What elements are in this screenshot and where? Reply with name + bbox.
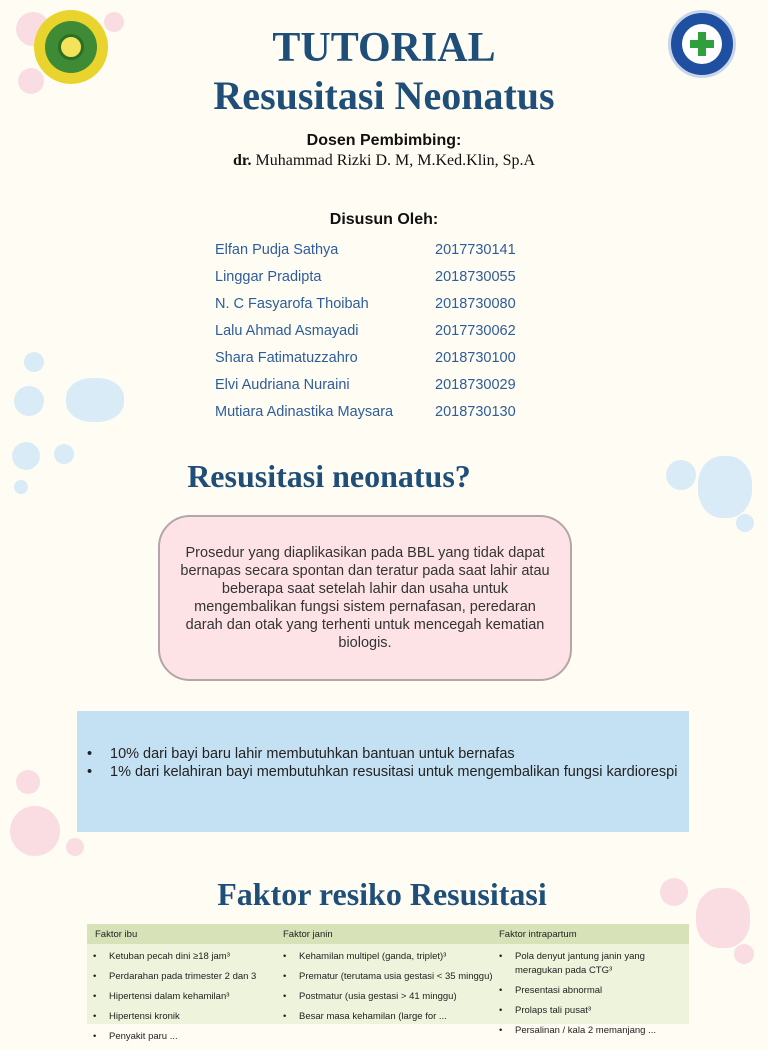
bullet-icon: • xyxy=(499,1025,503,1036)
risk-item: Persalinan / kala 2 memanjang ... xyxy=(515,1025,656,1036)
bullet-icon: • xyxy=(499,1005,503,1016)
list-item xyxy=(87,950,277,964)
member-list xyxy=(215,236,555,425)
member-id: 2018730029 xyxy=(435,376,516,393)
list-item xyxy=(87,1010,277,1024)
risk-item: Hipertensi kronik xyxy=(109,1011,180,1022)
statistics-box xyxy=(77,711,689,832)
risk-factor-table xyxy=(87,924,689,1042)
bullet-icon: • xyxy=(93,1031,97,1042)
column-header: Faktor ibu xyxy=(95,929,138,940)
section-heading-definition: Resusitasi neonatus? xyxy=(187,458,471,494)
list-item xyxy=(493,1024,689,1038)
list-item xyxy=(493,1004,689,1018)
bullet-icon: • xyxy=(87,764,93,780)
bullet-icon: • xyxy=(283,951,287,962)
member-row xyxy=(215,317,555,344)
decor-blob xyxy=(16,770,40,794)
member-name: Lalu Ahmad Asmayadi xyxy=(215,322,359,339)
stat-text: 1% dari kelahiran bayi membutuhkan resusitasi untuk mengembalikan fungsi kardiorespi xyxy=(110,764,678,780)
bullet-icon: • xyxy=(87,746,93,762)
stat-text: 10% dari bayi baru lahir membutuhkan bantuan untuk bernafas xyxy=(110,746,515,762)
member-row xyxy=(215,236,555,263)
risk-item: Perdarahan pada trimester 2 dan 3 xyxy=(109,971,257,982)
decor-blob xyxy=(10,806,60,856)
member-id: 2017730062 xyxy=(435,322,516,339)
list-item xyxy=(493,950,689,978)
risk-item: Postmatur (usia gestasi > 41 minggu) xyxy=(299,991,457,1002)
table-column-ibu xyxy=(87,950,277,1050)
bullet-icon: • xyxy=(93,991,97,1002)
risk-item: Pola denyut jantung janin yang meragukan pada CTG³ xyxy=(515,951,645,976)
member-id: 2018730100 xyxy=(435,349,516,366)
member-name: Elfan Pudja Sathya xyxy=(215,241,339,258)
member-row xyxy=(215,371,555,398)
section-heading-risk-factors: Faktor resiko Resusitasi xyxy=(217,876,547,912)
list-item xyxy=(87,1030,277,1044)
member-name: N. C Fasyarofa Thoibah xyxy=(215,295,369,312)
bullet-icon: • xyxy=(93,1011,97,1022)
column-header: Faktor janin xyxy=(283,929,333,940)
list-item xyxy=(87,970,277,984)
member-id: 2017730141 xyxy=(435,241,516,258)
bullet-icon: • xyxy=(499,985,503,996)
bullet-icon: • xyxy=(499,951,503,962)
risk-item: Besar masa kehamilan (large for ... xyxy=(299,1011,447,1022)
list-item xyxy=(277,990,495,1004)
definition-box xyxy=(158,515,572,681)
risk-item: Presentasi abnormal xyxy=(515,985,603,996)
bullet-icon: • xyxy=(283,1011,287,1022)
member-name: Shara Fatimatuzzahro xyxy=(215,349,358,366)
dosen-label: Dosen Pembimbing: xyxy=(306,132,462,149)
decor-blob xyxy=(14,386,44,416)
member-row xyxy=(215,398,555,425)
member-id: 2018730055 xyxy=(435,268,516,285)
disusun-label: Disusun Oleh: xyxy=(329,211,439,228)
list-item xyxy=(493,984,689,998)
stat-item xyxy=(87,763,679,781)
table-column-janin xyxy=(277,950,495,1030)
stat-item xyxy=(87,745,679,763)
risk-item: Ketuban pecah dini ≥18 jam³ xyxy=(109,951,230,962)
list-item xyxy=(277,950,495,964)
title-line-2: Resusitasi Neonatus xyxy=(213,73,555,118)
risk-item: Penyakit paru ... xyxy=(109,1031,178,1042)
decor-blob xyxy=(734,944,754,964)
bullet-icon: • xyxy=(283,971,287,982)
member-id: 2018730080 xyxy=(435,295,516,312)
dosen-prefix: dr. xyxy=(232,152,252,169)
decor-blob xyxy=(736,514,754,532)
member-name: Linggar Pradipta xyxy=(215,268,322,285)
column-header: Faktor intrapartum xyxy=(499,929,577,940)
definition-text: Prosedur yang diaplikasikan pada BBL yang tidak dapat bernapas secara spontan dan teratur pada saat lahir atau beberapa saat setelah lahir dan usaha untuk mengembalikan fungsi sistem pernafasan, peredaran darah dan otak yang terhenti untuk mencegah kematian biologis. xyxy=(180,545,550,651)
member-id: 2018730130 xyxy=(435,403,516,420)
decor-blob xyxy=(24,352,44,372)
table-column-intrapartum xyxy=(493,950,689,1044)
decor-blob xyxy=(66,378,124,422)
member-row xyxy=(215,344,555,371)
list-item xyxy=(87,990,277,1004)
bullet-icon: • xyxy=(93,951,97,962)
bullet-icon: • xyxy=(93,971,97,982)
member-name: Mutiara Adinastika Maysara xyxy=(215,403,394,420)
list-item xyxy=(277,1010,495,1024)
decor-blob xyxy=(66,838,84,856)
risk-item: Prolaps tali pusat³ xyxy=(515,1005,592,1016)
list-item xyxy=(277,970,495,984)
member-row xyxy=(215,263,555,290)
risk-item: Kehamilan multipel (ganda, triplet)³ xyxy=(299,951,447,962)
member-row xyxy=(215,290,555,317)
dosen-fullname: Muhammad Rizki D. M, M.Ked.Klin, Sp.A xyxy=(255,152,536,169)
risk-item: Hipertensi dalam kehamilan³ xyxy=(109,991,230,1002)
table-header-row xyxy=(87,924,689,944)
dosen-name xyxy=(0,152,768,170)
member-name: Elvi Audriana Nuraini xyxy=(215,376,350,393)
risk-item: Prematur (terutama usia gestasi < 35 minggu) xyxy=(299,971,493,982)
title-line-1: TUTORIAL xyxy=(272,25,496,71)
bullet-icon: • xyxy=(283,991,287,1002)
